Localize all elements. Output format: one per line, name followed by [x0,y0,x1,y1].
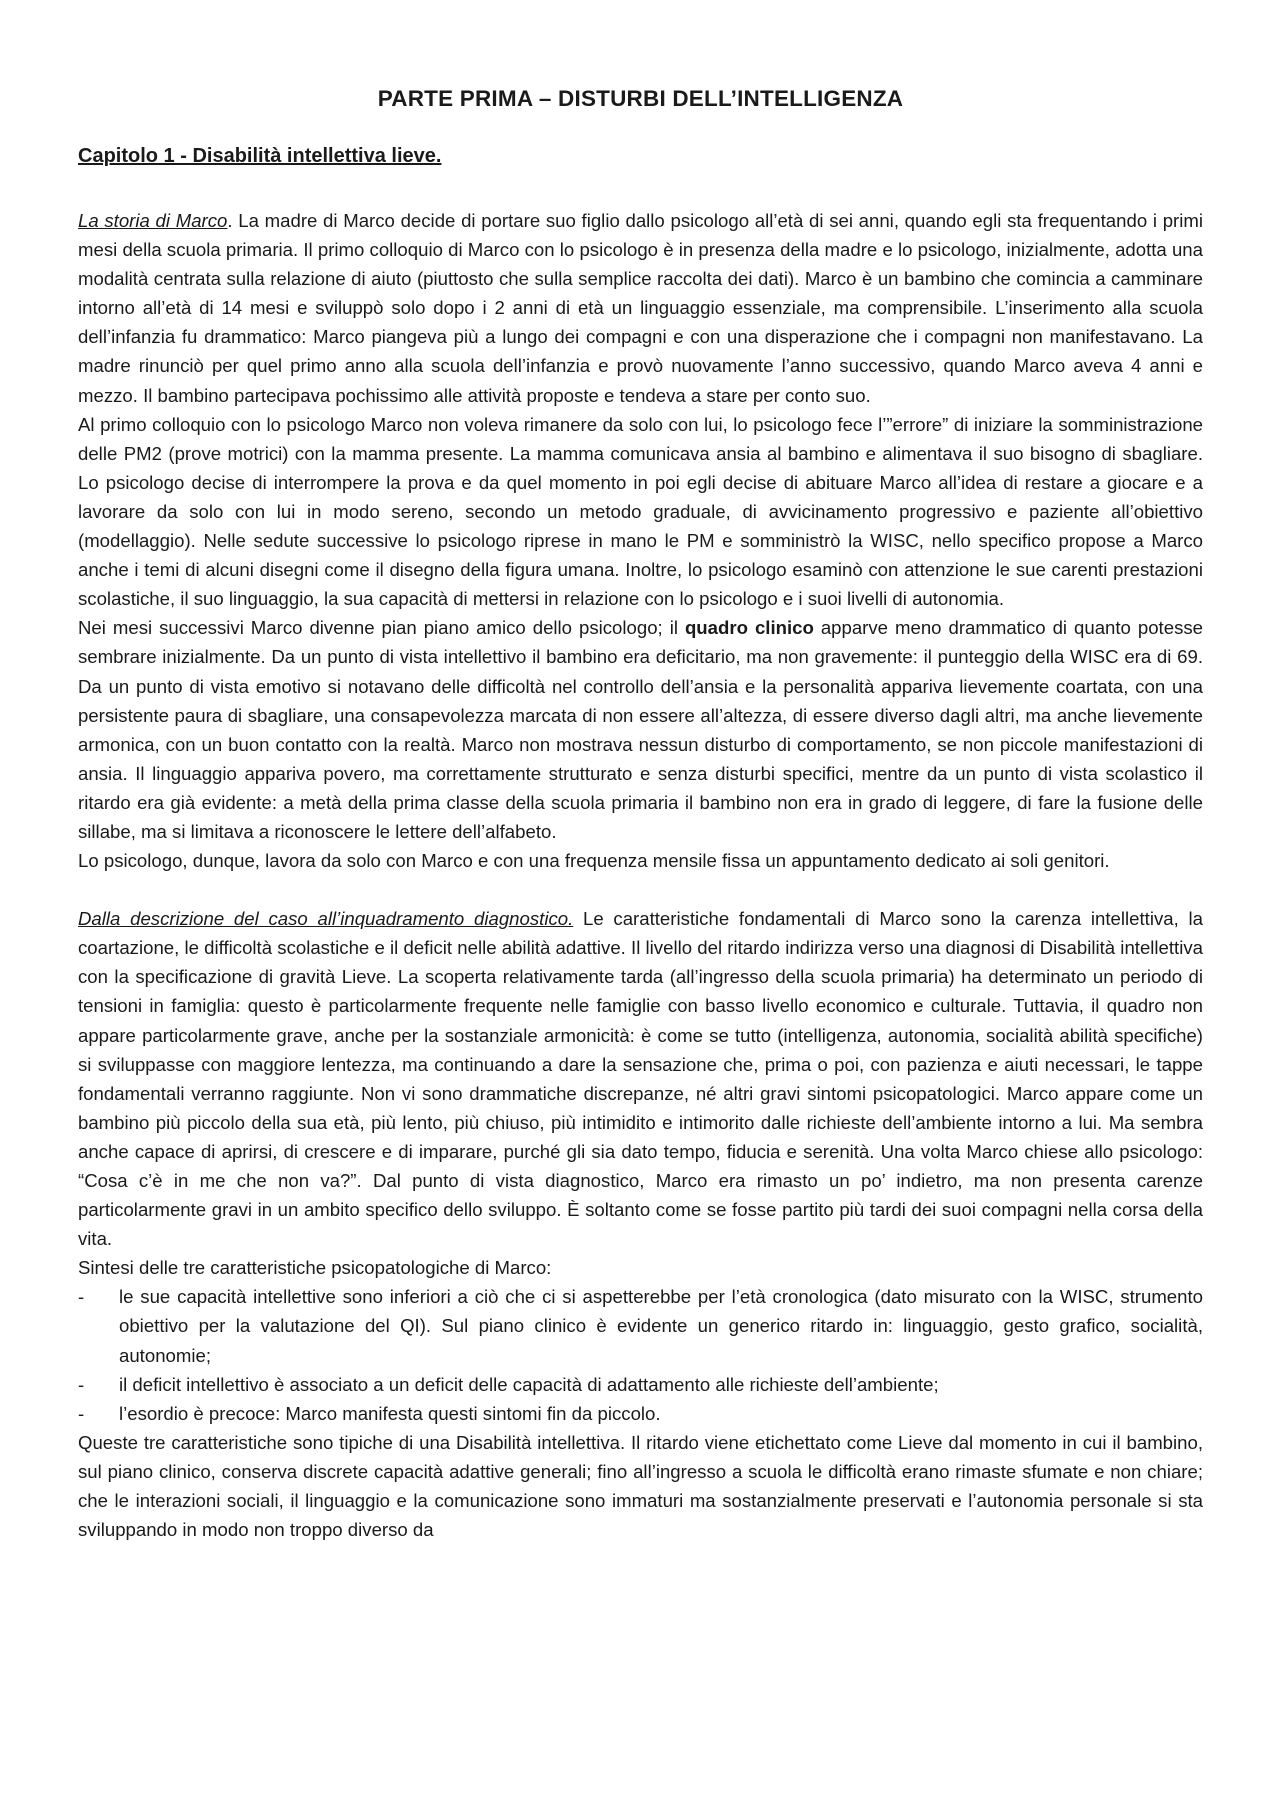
summary-intro: Sintesi delle tre caratteristiche psicopatologiche di Marco: [78,1257,552,1279]
paragraph [78,206,1203,410]
list-item: - il deficit intellettivo è associato a un deficit delle capacità di adattamento alle richieste dell’ambiente; [78,1370,1203,1399]
section-lead-diagnosis: Dalla descrizione del caso all’inquadramento diagnostico. [78,908,574,930]
document-body [78,206,1203,1544]
paragraph: Lo psicologo, dunque, lavora da solo con Marco e con una frequenza mensile fissa un appuntamento dedicato ai soli genitori. [78,850,1110,872]
paragraph-text: Le caratteristiche fondamentali di Marco sono la carenza intellettiva, la coartazione, le difficoltà scolastiche e il deficit nelle abilità adattive. Il livello del ritardo indirizza verso una diagnosi di Disabilità intellettiva con la specificazione di gravità Lieve. La scoperta relativamente tarda (all’ingresso della scuola primaria) ha determinato un periodo di tensioni in famiglia: questo è particolarmente frequente nelle famiglie con basso livello economico e culturale. Tuttavia, il quadro non appare particolarmente grave, anche per la sostanziale armonicità: è come se tutto (intelligenza, autonomia, socialità abilità specifiche) si sviluppasse con maggiore lentezza, ma continuando a dare la sensazione che, prima o poi, con pazienza e aiuti necessari, le tappe fondamentali verranno raggiunte. Non vi sono drammatiche discrepanze, né altri gravi sintomi psicopatologici. Marco appare come un bambino più piccolo della sua età, più lento, più chiuso, più intimidito e intimorito dalle richieste dell’ambiente intorno a lui. Ma sembra anche capace di aprirsi, di crescere e di imparare, purché gli sia dato tempo, fiducia e serenità. Una volta Marco chiese allo psicologo: “Cosa c’è in me che non va?”. Dal punto di vista diagnostico, Marco era rimasto un po’ indietro, ma non presenta carenze particolarmente gravi in un ambito specifico dello sviluppo. È soltanto come se fosse partito più tardi dei suoi compagni nella corsa della vita. [78,908,1203,1250]
section-lead-story: La storia di Marco [78,210,228,231]
paragraph [78,613,1203,846]
paragraph: Al primo colloquio con lo psicologo Marco non voleva rimanere da solo con lui, lo psicologo fece l’”errore” di iniziare la somministrazione delle PM2 (prove motrici) con la mamma presente. La mamma comunicava ansia al bambino e alimentava il suo bisogno di sbagliare. Lo psicologo decise di interrompere la prova e da quel momento in poi egli decise di abituare Marco all’idea di restare a giocare e a lavorare da solo con lui in modo sereno, secondo un metodo graduale, di avvicinamento progressivo e paziente all’obiettivo (modellaggio). Nelle sedute successive lo psicologo riprese in mano le PM e somministrò la WISC, nello specifico propose a Marco anche i temi di alcuni disegni come il disegno della figura umana. Inoltre, lo psicologo esaminò con attenzione le sue carenti prestazioni scolastiche, il suo linguaggio, la sua capacità di mettersi in relazione con lo psicologo e i suoi livelli di autonomia. [78,413,1203,610]
page-title: PARTE PRIMA – DISTURBI DELL’INTELLIGENZA [377,86,904,111]
chapter-heading: Capitolo 1 - Disabilità intellettiva lieve. [78,145,442,167]
paragraph-text: apparve meno drammatico di quanto potesse sembrare inizialmente. Da un punto di vista intellettivo il bambino era deficitario, ma non gravemente: il punteggio della WISC era di 69. Da un punto di vista emotivo si notavano delle difficoltà nel controllo dell’ansia e la personalità appariva lievemente coartata, con una persistente paura di sbagliare, una consapevolezza marcata di non essere all’altezza, di essere diverso dagli altri, ma anche lievemente armonica, con un buon contatto con la realtà. Marco non mostrava nessun disturbo di comportamento, se non piccole manifestazioni di ansia. Il linguaggio appariva povero, ma correttamente strutturato e senza disturbi specifici, mentre da un punto di vista scolastico il ritardo era già evidente: a metà della prima classe della scuola primaria il bambino non era in grado di leggere, di fare la fusione delle sillabe, ma si limitava a riconoscere le lettere dell’alfabeto. [78,617,1204,842]
paragraph-gap [78,875,1203,904]
paragraph-text: Nei mesi successivi Marco divenne pian piano amico dello psicologo; il [78,617,685,639]
paragraph-text: . La madre di Marco decide di portare suo figlio dallo psicologo all’età di sei anni, quando egli sta frequentando i primi mesi della scuola primaria. Il primo colloquio di Marco con lo psicologo è in presenza della madre e lo psicologo, inizialmente, adotta una modalità centrata sulla relazione di aiuto (piuttosto che sulla semplice raccolta dei dati). Marco è un bambino che comincia a camminare intorno all’età di 14 mesi e sviluppò solo dopo i 2 anni di età un linguaggio essenziale, ma comprensibile. L’inserimento alla scuola dell’infanzia fu drammatico: Marco piangeva più a lungo dei compagni e con una disperazione che i compagni non manifestavano. La madre rinunciò per quel primo anno alla scuola dell’infanzia e provò nuovamente l’anno successivo, quando Marco aveva 4 anni e mezzo. Il bambino partecipava pochissimo alle attività proposte e tendeva a stare per conto suo. [78,210,1203,406]
summary-list [78,1282,1203,1427]
paragraph [78,904,1203,1253]
paragraph: Queste tre caratteristiche sono tipiche di una Disabilità intellettiva. Il ritardo viene etichettato come Lieve dal momento in cui il bambino, sul piano clinico, conserva discrete capacità adattive generali; fino all’ingresso a scuola le difficoltà erano rimaste sfumate e non chiare; che le interazioni sociali, il linguaggio e la comunicazione sono immaturi ma sostanzialmente preservati e l’autonomia personale si sta sviluppando in modo non troppo diverso da [78,1431,1203,1541]
bold-term: quadro clinico [684,617,814,639]
list-item: - le sue capacità intellettive sono inferiori a ciò che ci si aspetterebbe per l’età cronologica (dato misurato con la WISC, strumento obiettivo per la valutazione del QI). Sul piano clinico è evidente un generico ritardo in: linguaggio, gesto grafico, socialità, autonomie; [78,1282,1203,1369]
list-item: - l’esordio è precoce: Marco manifesta questi sintomi fin da piccolo. [78,1399,1203,1428]
